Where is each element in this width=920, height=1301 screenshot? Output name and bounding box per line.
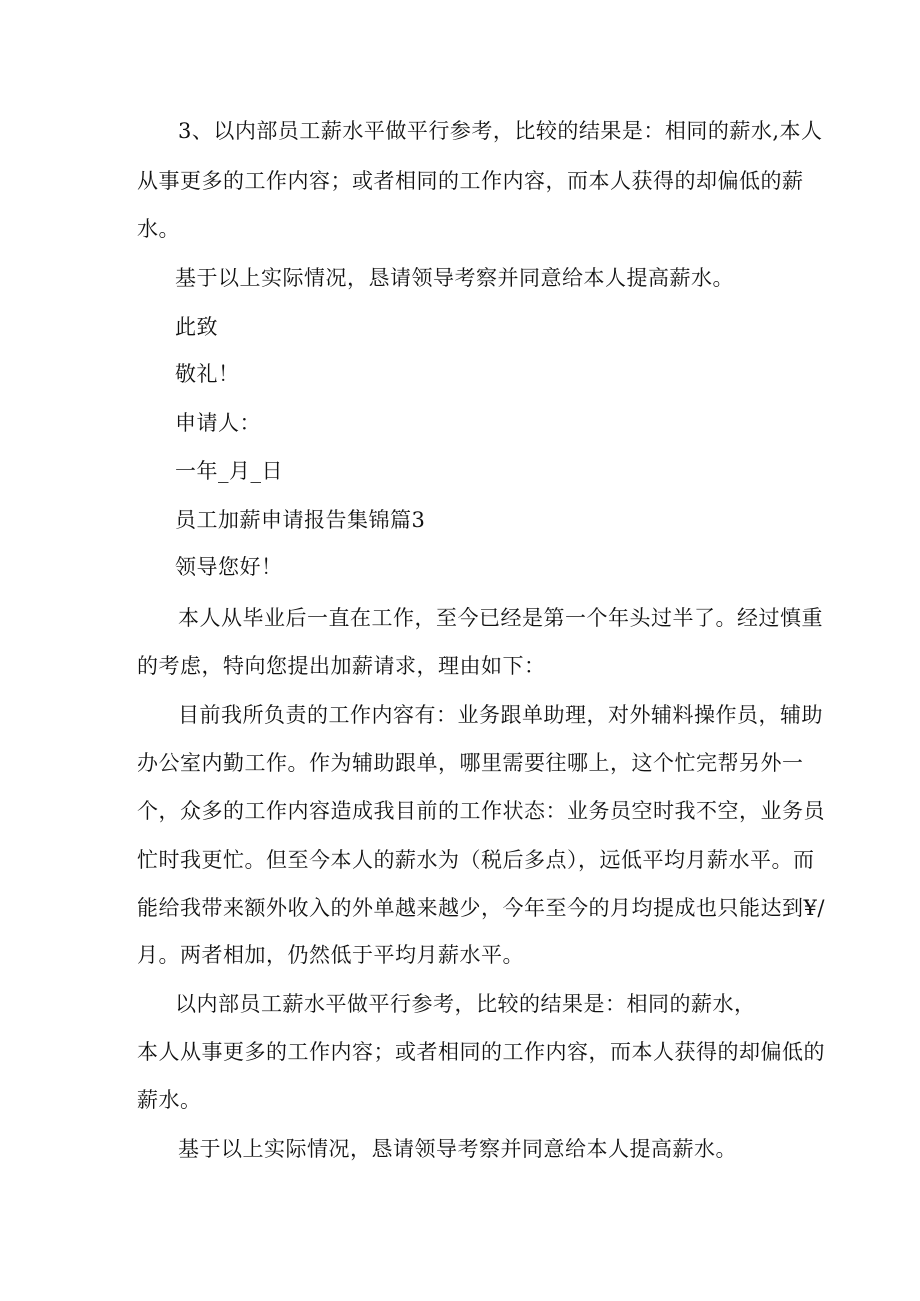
date-line: 一年_月_日 — [175, 459, 283, 483]
paragraph-line: 目前我所负责的工作内容有：业务跟单助理，对外辅料操作员，辅助 — [178, 703, 823, 727]
paragraph-line: 薪水。 — [137, 1088, 202, 1112]
paragraph-line: 办公室内勤工作。作为辅助跟单，哪里需要往哪上，这个忙完帮另外一 — [137, 751, 804, 775]
greeting-line: 领导您好！ — [175, 555, 283, 579]
paragraph-line: 能给我带来额外收入的外单越来越少，今年至今的月均提成也只能达到¥/ — [137, 896, 825, 920]
paragraph-line: 月。两者相加，仍然低于平均月薪水平。 — [137, 943, 524, 967]
paragraph-line: 本人从毕业后一直在工作，至今已经是第一个年头过半了。经过慎重 — [178, 606, 823, 630]
paragraph-line: 基于以上实际情况，恳请领导考察并同意给本人提高薪水。 — [175, 266, 734, 290]
paragraph-line: 从事更多的工作内容；或者相同的工作内容，而本人获得的却偏低的薪 — [137, 169, 804, 193]
closing-line: 此致 — [175, 315, 218, 339]
paragraph-line: 本人从事更多的工作内容；或者相同的工作内容，而本人获得的却偏低的 — [137, 1040, 825, 1064]
section-title: 员工加薪申请报告集锦篇3 — [175, 508, 426, 532]
paragraph-line: 忙时我更忙。但至今本人的薪水为（税后多点），远低平均月薪水平。而 — [137, 848, 815, 872]
paragraph-line: 基于以上实际情况，恳请领导考察并同意给本人提高薪水。 — [178, 1137, 737, 1161]
paragraph-line: 3、以内部员工薪水平做平行参考，比较的结果是：相同的薪水,本人 — [178, 119, 823, 143]
paragraph-line: 个，众多的工作内容造成我目前的工作状态：业务员空时我不空，业务员 — [137, 799, 825, 823]
applicant-label: 申请人： — [175, 411, 261, 435]
closing-line: 敬礼！ — [175, 362, 240, 386]
paragraph-line: 水。 — [137, 217, 180, 241]
paragraph-line: 的考虑，特向您提出加薪请求，理由如下： — [137, 654, 546, 678]
paragraph-line: 以内部员工薪水平做平行参考，比较的结果是：相同的薪水， — [175, 992, 756, 1016]
